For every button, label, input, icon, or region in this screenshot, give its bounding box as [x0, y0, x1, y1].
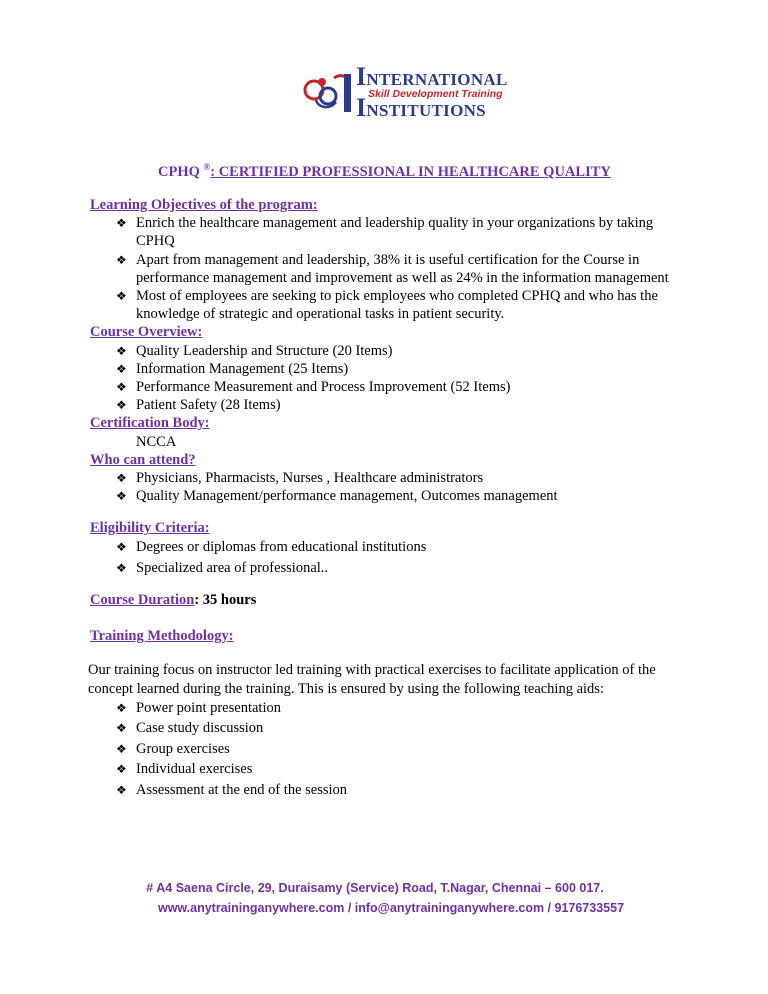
- list-item: ❖ Information Management (25 Items): [116, 360, 349, 377]
- training-methodology-heading: Training Methodology:: [90, 628, 234, 645]
- list-item: ❖ Quality Leadership and Structure (20 Items): [116, 342, 393, 359]
- logo-line-international: INTERNATIONAL: [356, 62, 508, 91]
- list-item: ❖ Assessment at the end of the session: [90, 780, 690, 801]
- spacer: [90, 609, 690, 627]
- training-methodology-paragraph: Our training focus on instructor led training with practical exercises to facilitate application of the concept learned during the training. This is ensured by using the following teaching aids:: [88, 662, 656, 697]
- list-item: ❖ Quality Management/performance management, Outcomes management: [116, 488, 558, 505]
- diamond-bullet-icon: ❖: [116, 380, 127, 395]
- logo-line-institutions: INSTITUTIONS: [356, 93, 486, 122]
- spacer: [90, 645, 690, 661]
- list-item: ❖ Patient Safety (28 Items): [116, 397, 281, 414]
- diamond-bullet-icon: ❖: [116, 539, 127, 554]
- course-overview-heading: Course Overview:: [90, 324, 203, 341]
- diamond-bullet-icon: ❖: [116, 471, 127, 486]
- who-can-attend-heading: Who can attend?: [90, 451, 196, 468]
- course-duration-value: : 35 hours: [194, 592, 257, 609]
- document-body: [90, 196, 690, 800]
- page-title: CPHQ ®: CERTIFIED PROFESSIONAL IN HEALTHCARE QUALITY: [158, 162, 611, 180]
- teaching-aids-list: [90, 698, 690, 801]
- diamond-bullet-icon: ❖: [116, 721, 127, 736]
- certification-body-value: NCCA: [136, 433, 177, 450]
- page-footer: [0, 878, 768, 918]
- list-item: ❖ Performance Measurement and Process Improvement (52 Items): [116, 379, 511, 396]
- list-item: ❖ Case study discussion: [90, 718, 690, 739]
- diamond-bullet-icon: ❖: [116, 762, 127, 777]
- list-item: ❖ Power point presentation: [90, 698, 690, 719]
- course-duration-heading: Course Duration: [90, 592, 195, 609]
- diamond-bullet-icon: ❖: [116, 560, 127, 575]
- diamond-bullet-icon: ❖: [116, 782, 127, 797]
- registered-mark: ®: [203, 162, 211, 172]
- who-can-attend-list: [90, 469, 690, 505]
- footer-address: # A4 Saena Circle, 29, Duraisamy (Service) Road, T.Nagar, Chennai – 600 017.: [146, 881, 604, 895]
- list-item: ❖ Group exercises: [90, 739, 690, 760]
- list-item: ❖ Physicians, Pharmacists, Nurses , Healthcare administrators: [116, 470, 484, 487]
- diamond-bullet-icon: ❖: [116, 700, 127, 715]
- learning-objectives-list: [90, 214, 690, 323]
- diamond-bullet-icon: ❖: [116, 289, 127, 304]
- eligibility-criteria-list: [90, 538, 690, 577]
- diamond-bullet-icon: ❖: [116, 343, 127, 358]
- certification-body-heading: Certification Body:: [90, 415, 210, 432]
- list-item: ❖ Degrees or diplomas from educational institutions: [116, 538, 427, 555]
- list-item: ❖ Most of employees are seeking to pick employees who completed CPHQ and who has the knowledge of strategic and operational tasks in patient security.: [116, 288, 658, 323]
- diamond-bullet-icon: ❖: [116, 216, 127, 231]
- course-overview-list: [90, 342, 690, 415]
- learning-objectives-heading: Learning Objectives of the program:: [90, 197, 318, 213]
- list-item: ❖ Specialized area of professional..: [116, 559, 329, 576]
- spacer: [90, 577, 690, 591]
- list-item: ❖ Apart from management and leadership, 38% it is useful certification for the Course in performance management and improvement as well as 24% in the information management: [116, 251, 669, 286]
- diamond-bullet-icon: ❖: [116, 361, 127, 376]
- diamond-bullet-icon: ❖: [116, 252, 127, 267]
- logo-wordmark: [356, 62, 508, 122]
- eligibility-criteria-heading: Eligibility Criteria:: [90, 520, 210, 537]
- diamond-bullet-icon: ❖: [116, 741, 127, 756]
- logo-tagline: Skill Development Training: [368, 88, 503, 100]
- diamond-bullet-icon: ❖: [116, 398, 127, 413]
- list-item: ❖ Individual exercises: [90, 759, 690, 780]
- footer-contact: www.anytraininganywhere.com / info@anytraininganywhere.com / 9176733557: [157, 901, 625, 915]
- course-duration: [90, 591, 690, 609]
- spacer: [90, 505, 690, 519]
- list-item: ❖ Enrich the healthcare management and leadership quality in your organizations by taking CPHQ: [116, 215, 654, 250]
- diamond-bullet-icon: ❖: [116, 489, 127, 504]
- logo-emblem-icon: [300, 68, 360, 116]
